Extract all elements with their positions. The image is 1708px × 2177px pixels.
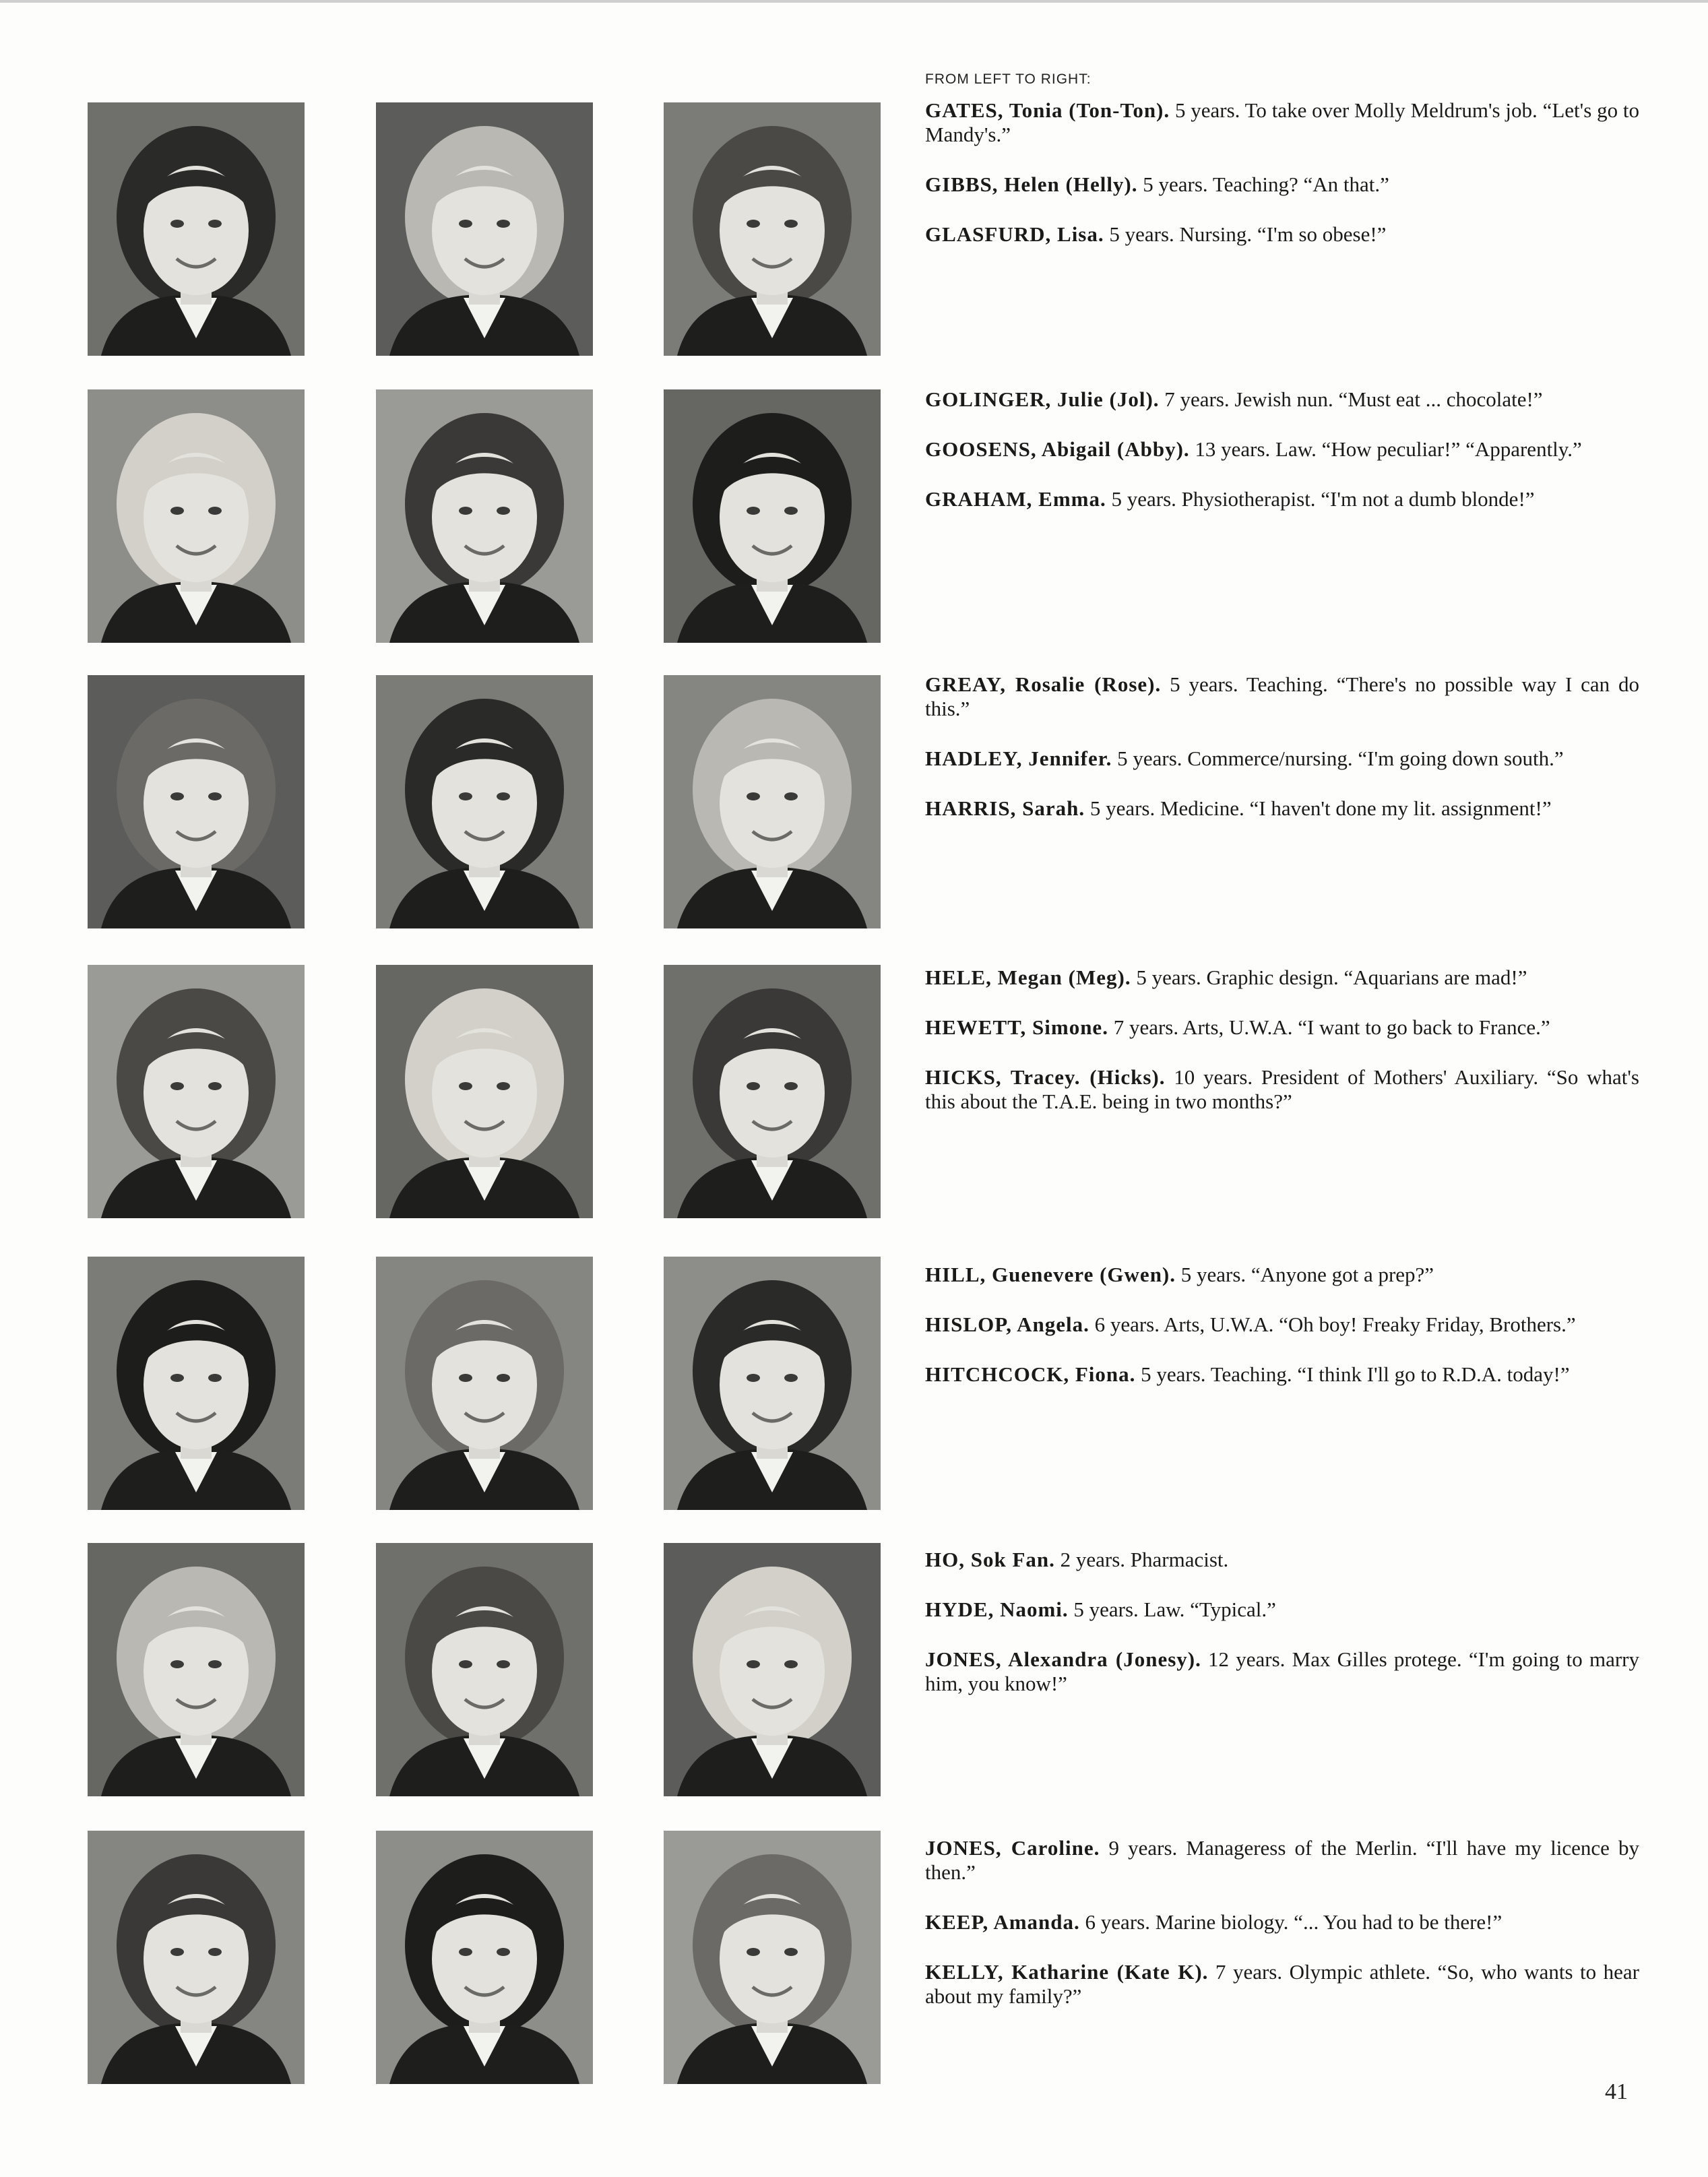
student-portrait-icon — [376, 102, 593, 356]
entry — [925, 1263, 1639, 1287]
student-photo — [664, 389, 881, 643]
entry — [925, 487, 1639, 511]
entry-group-1 — [925, 98, 1639, 272]
entry-text: 5 years. Physiotherapist. “I'm not a dumb blonde!” — [1106, 487, 1535, 511]
student-photo — [88, 102, 305, 356]
student-photo — [88, 675, 305, 928]
entry — [925, 1836, 1639, 1885]
entry-name: GIBBS, Helen (Helly). — [925, 172, 1138, 196]
student-portrait-icon — [88, 1831, 305, 2084]
entry-text: 5 years. Teaching. “There's no possible way I can do this.” — [925, 672, 1639, 720]
entry — [925, 172, 1639, 197]
entry — [925, 1910, 1639, 1934]
student-photo — [664, 965, 881, 1218]
student-portrait-icon — [664, 1543, 881, 1796]
student-photo — [664, 1543, 881, 1796]
section-heading: FROM LEFT TO RIGHT: — [925, 71, 1092, 87]
entry-name: HICKS, Tracey. (Hicks). — [925, 1065, 1166, 1089]
entry — [925, 747, 1639, 771]
student-portrait-icon — [88, 1543, 305, 1796]
entry-text: 7 years. Olympic athlete. “So, who wants to hear about my family?” — [925, 1960, 1640, 2008]
student-photo — [664, 1831, 881, 2084]
entry — [925, 1960, 1639, 2009]
student-portrait-icon — [664, 1257, 881, 1510]
student-portrait-icon — [664, 1831, 881, 2084]
student-photo — [88, 1831, 305, 2084]
student-portrait-icon — [376, 1831, 593, 2084]
entry — [925, 1313, 1639, 1337]
entries-column — [925, 0, 1639, 2177]
entry-name: GATES, Tonia (Ton-Ton). — [925, 98, 1170, 122]
student-photo — [88, 1257, 305, 1510]
student-portrait-icon — [376, 1257, 593, 1510]
student-photo — [664, 1257, 881, 1510]
entry-name: HARRIS, Sarah. — [925, 796, 1085, 820]
student-portrait-icon — [88, 965, 305, 1218]
entry-name: HISLOP, Angela. — [925, 1313, 1089, 1336]
student-photo — [376, 1543, 593, 1796]
student-photo — [376, 675, 593, 928]
entry-text: 5 years. To take over Molly Meldrum's job. “Let's go to Mandy's.” — [925, 98, 1640, 146]
entry-text: 2 years. Pharmacist. — [1054, 1548, 1229, 1571]
entry-text: 6 years. Marine biology. “... You had to be there!” — [1079, 1910, 1503, 1934]
entry-text: 5 years. Medicine. “I haven't done my lit. assignment!” — [1085, 796, 1552, 820]
student-portrait-icon — [664, 675, 881, 928]
entry-name: GREAY, Rosalie (Rose). — [925, 672, 1162, 696]
student-portrait-icon — [88, 675, 305, 928]
student-photo — [376, 1831, 593, 2084]
entry-name: GRAHAM, Emma. — [925, 487, 1106, 511]
entry — [925, 1362, 1639, 1387]
entry — [925, 1015, 1639, 1040]
entry-name: KELLY, Katharine (Kate K). — [925, 1960, 1209, 1984]
entry — [925, 1598, 1639, 1622]
entry-group-5 — [925, 1263, 1639, 1412]
student-photo — [664, 675, 881, 928]
entry-name: GOLINGER, Julie (Jol). — [925, 387, 1160, 411]
entry-group-4 — [925, 966, 1639, 1139]
entry — [925, 222, 1639, 247]
entry-text: 5 years. Commerce/nursing. “I'm going down south.” — [1112, 747, 1564, 770]
student-portrait-icon — [664, 389, 881, 643]
entry — [925, 98, 1639, 147]
entry-name: HITCHCOCK, Fiona. — [925, 1362, 1136, 1386]
student-portrait-icon — [376, 1543, 593, 1796]
entry-name: HELE, Megan (Meg). — [925, 966, 1131, 989]
entry-name: HADLEY, Jennifer. — [925, 747, 1112, 770]
student-portrait-icon — [88, 102, 305, 356]
entry-group-6 — [925, 1548, 1639, 1722]
student-photo — [376, 965, 593, 1218]
entry — [925, 387, 1639, 412]
entry-text: 12 years. Max Gilles protege. “I'm going to marry him, you know!” — [925, 1647, 1639, 1695]
entry-text: 7 years. Jewish nun. “Must eat ... chocolate!” — [1159, 387, 1543, 411]
entry-text: 9 years. Manageress of the Merlin. “I'll have my licence by then.” — [925, 1836, 1639, 1884]
entry-name: HO, Sok Fan. — [925, 1548, 1055, 1571]
entry-name: JONES, Caroline. — [925, 1836, 1100, 1860]
entry-group-2 — [925, 387, 1639, 537]
entry-name: HILL, Guenevere (Gwen). — [925, 1263, 1176, 1286]
entry-text: 7 years. Arts, U.W.A. “I want to go back to France.” — [1108, 1015, 1550, 1039]
entry-name: KEEP, Amanda. — [925, 1910, 1080, 1934]
entry — [925, 796, 1639, 821]
entry-group-3 — [925, 672, 1639, 846]
student-portrait-icon — [376, 965, 593, 1218]
student-photo — [88, 1543, 305, 1796]
entry-text: 10 years. President of Mothers' Auxiliary. “So what's this about the T.A.E. being in two months?” — [925, 1065, 1639, 1113]
entry-group-7 — [925, 1836, 1639, 2034]
student-photo — [376, 1257, 593, 1510]
page-number: 41 — [1605, 2079, 1628, 2104]
student-photo — [376, 389, 593, 643]
entry-text: 5 years. Nursing. “I'm so obese!” — [1104, 222, 1387, 246]
student-photo — [376, 102, 593, 356]
student-portrait-icon — [664, 965, 881, 1218]
student-portrait-icon — [376, 389, 593, 643]
entry-name: GLASFURD, Lisa. — [925, 222, 1104, 246]
entry — [925, 437, 1639, 462]
entry — [925, 1065, 1639, 1114]
student-portrait-icon — [376, 675, 593, 928]
student-photo — [88, 389, 305, 643]
entry-text: 5 years. Teaching? “An that.” — [1137, 172, 1389, 196]
student-portrait-icon — [664, 102, 881, 356]
entry-name: JONES, Alexandra (Jonesy). — [925, 1647, 1201, 1671]
entry-name: HEWETT, Simone. — [925, 1015, 1108, 1039]
entry-text: 5 years. “Anyone got a prep?” — [1176, 1263, 1434, 1286]
student-portrait-icon — [88, 389, 305, 643]
entry-text: 5 years. Teaching. “I think I'll go to R.D.A. today!” — [1135, 1362, 1570, 1386]
student-portrait-icon — [88, 1257, 305, 1510]
entry-text: 6 years. Arts, U.W.A. “Oh boy! Freaky Friday, Brothers.” — [1089, 1313, 1576, 1336]
entry — [925, 966, 1639, 990]
entry-name: GOOSENS, Abigail (Abby). — [925, 437, 1190, 461]
entry — [925, 672, 1639, 721]
entry — [925, 1548, 1639, 1572]
student-photo — [664, 102, 881, 356]
entry-text: 5 years. Law. “Typical.” — [1068, 1598, 1276, 1621]
entry-text: 13 years. Law. “How peculiar!” “Apparently.” — [1189, 437, 1582, 461]
entry-text: 5 years. Graphic design. “Aquarians are mad!” — [1131, 966, 1527, 989]
entry-name: HYDE, Naomi. — [925, 1598, 1069, 1621]
student-photo — [88, 965, 305, 1218]
entry — [925, 1647, 1639, 1696]
